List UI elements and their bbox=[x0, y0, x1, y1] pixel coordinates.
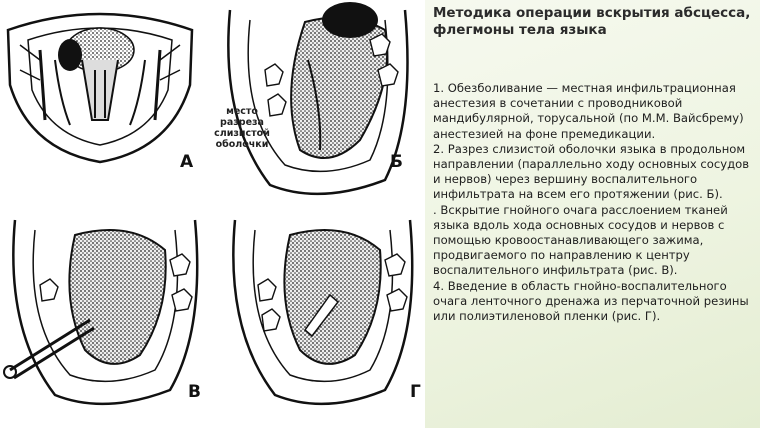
step-1-text: 1. Обезболивание — местная инфильтрационная анестезия в сочетании с проводниковой мандибулярной, торусальной (по М.М. Вайсбрему) анестезией на фоне премедикации. bbox=[433, 81, 744, 141]
panel-label-b: Б bbox=[390, 152, 403, 172]
text-panel bbox=[425, 0, 760, 428]
panel-label-a: А bbox=[180, 152, 194, 172]
incision-callout-label: место разреза слизистой оболочки bbox=[214, 106, 270, 150]
step-4-text: 4. Введение в область гнойно-воспалительного очага ленточного дренажа из перчаточной резины или полиэтиленовой пленки (рис. Г). bbox=[433, 278, 749, 324]
panel-label-v: В bbox=[188, 382, 201, 402]
panel-b-tongue-illustration bbox=[210, 0, 425, 210]
panel-v-clamp-illustration bbox=[0, 210, 215, 420]
page-title: Методика операции вскрытия абсцесса, флегмоны тела языка bbox=[433, 5, 751, 38]
step-2-text: 2. Разрез слизистой оболочки языка в продольном направлении (параллельно ходу основных сосудов и нервов) через вершину воспалительного инфильтрата на всем его протяжении (рис. Б). bbox=[433, 141, 750, 202]
panel-label-g: Г bbox=[410, 382, 421, 402]
panel-g-drain-illustration bbox=[220, 210, 425, 420]
step-3-text: . Вскрытие гнойного очага расслоением тканей языка вдоль хода основных сосудов и нервов с помощью кровоостанавливающего зажима, продвигаемого по направлению к центру воспалительного инфильтрата (рис. В). bbox=[433, 202, 728, 278]
panel-a-cross-section bbox=[0, 0, 200, 175]
procedure-steps bbox=[433, 81, 757, 324]
